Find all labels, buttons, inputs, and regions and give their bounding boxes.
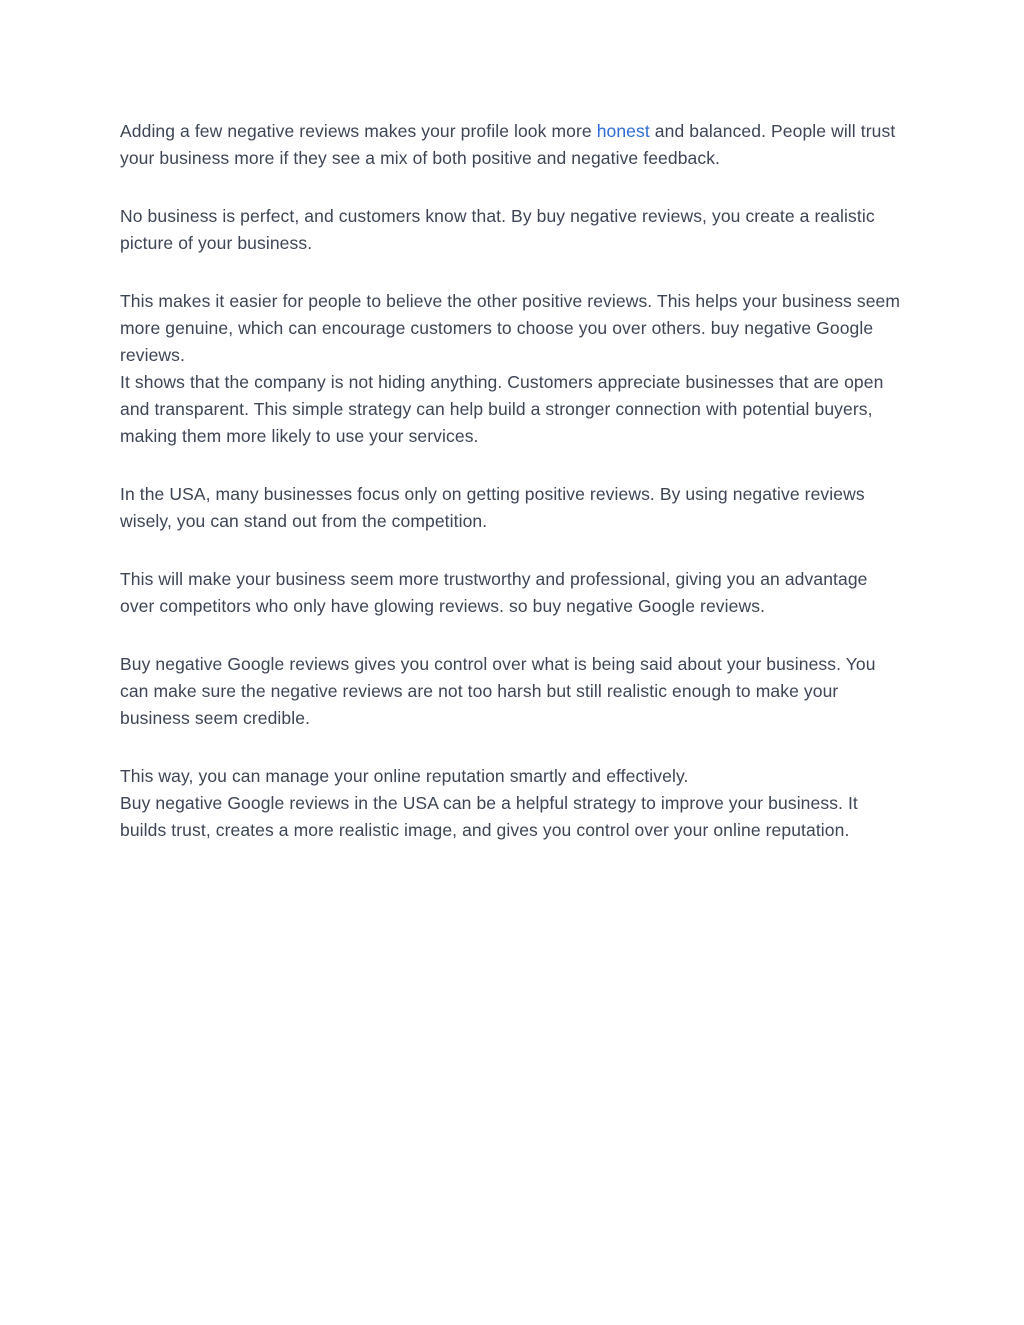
text-run: In the USA, many businesses focus only on getting positive reviews. By using negative reviews wisely, you can stand out from the competition. <box>120 484 865 531</box>
text-run: Buy negative Google reviews gives you control over what is being said about your business. You can make sure the negative reviews are not too harsh but still realistic enough to make your business seem credible. <box>120 654 876 728</box>
paragraph <box>120 203 906 257</box>
paragraph <box>120 288 906 450</box>
text-run: Buy negative Google reviews in the USA can be a helpful strategy to improve your business. It builds trust, creates a more realistic image, and gives you control over your online reputation. <box>120 793 858 840</box>
text-run: Adding a few negative reviews makes your profile look more <box>120 121 597 141</box>
paragraph <box>120 566 906 620</box>
text-link[interactable]: honest <box>596 121 650 141</box>
text-run: This will make your business seem more trustworthy and professional, giving you an advantage over competitors who only have glowing reviews. so buy negative Google reviews. <box>120 569 868 616</box>
document-content <box>120 118 906 844</box>
text-run: No business is perfect, and customers know that. By buy negative reviews, you create a realistic picture of your business. <box>120 206 875 253</box>
text-run: This makes it easier for people to believe the other positive reviews. This helps your business seem more genuine, which can encourage customers to choose you over others. buy negative Google reviews. <box>120 291 901 365</box>
paragraph <box>120 763 906 844</box>
text-run: and balanced. People will trust your business more if they see a mix of both positive and negative feedback. <box>120 121 896 168</box>
text-run: This way, you can manage your online reputation smartly and effectively. <box>120 766 689 786</box>
paragraph <box>120 651 906 732</box>
paragraph <box>120 118 906 172</box>
text-run: It shows that the company is not hiding anything. Customers appreciate businesses that are open and transparent. This simple strategy can help build a stronger connection with potential buyers, making them more likely to use your services. <box>120 372 884 446</box>
paragraph <box>120 481 906 535</box>
